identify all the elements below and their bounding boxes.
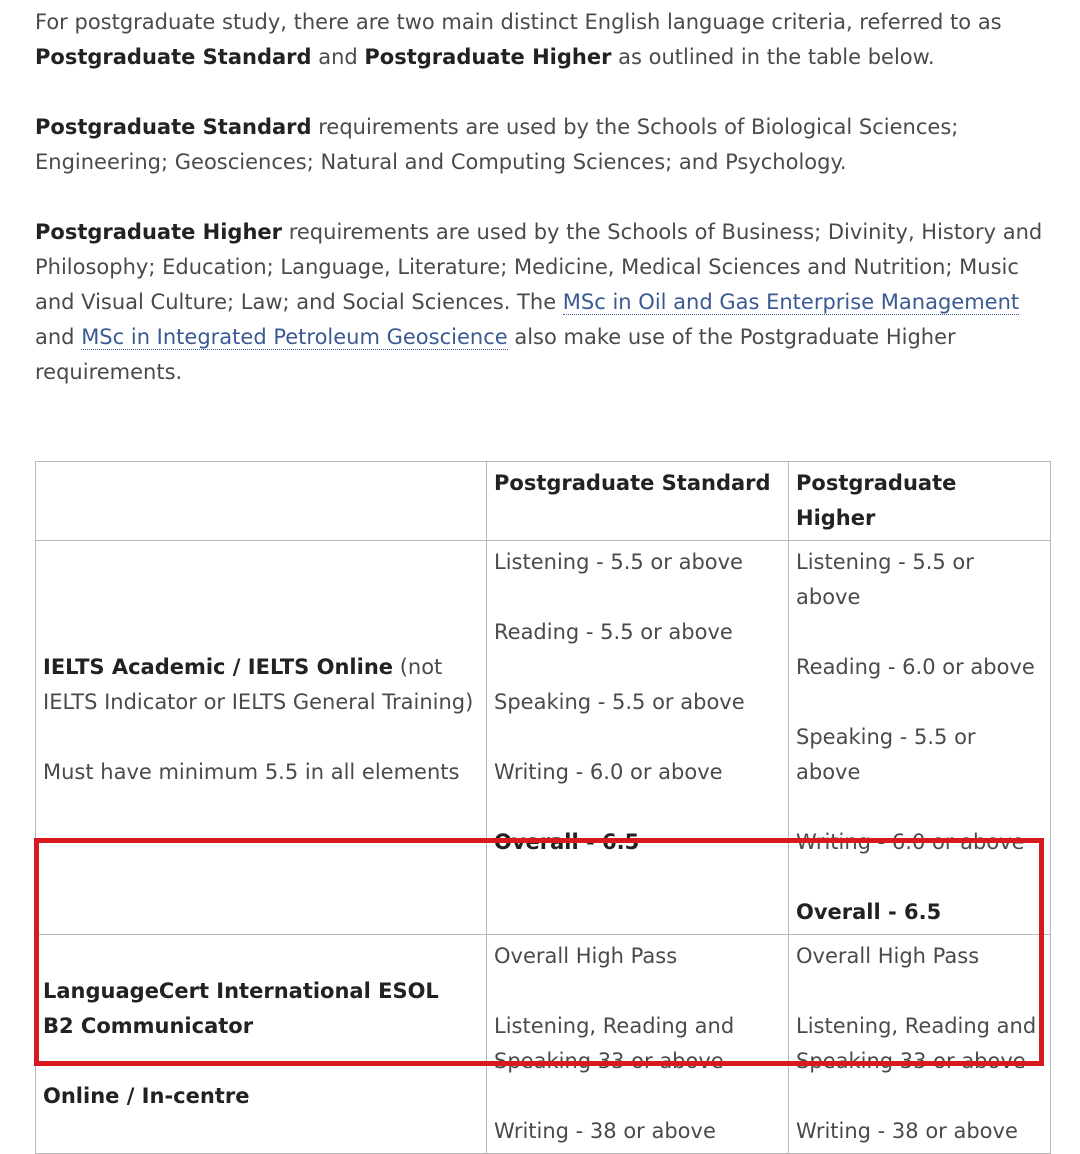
intro-p3-tail: also make use of the Postgraduate Higher requirements. — [35, 325, 956, 384]
intro-paragraph-3 — [35, 215, 1055, 390]
table-row-languagecert — [36, 935, 1051, 1154]
ielts-label-bold: IELTS Academic / IELTS Online — [43, 655, 394, 679]
ielts-standard-speaking: Speaking - 5.5 or above — [494, 690, 745, 714]
languagecert-label-line1: LanguageCert International ESOL — [43, 979, 439, 1003]
intro-p1-tail: as outlined in the table below. — [611, 45, 935, 69]
intro-p1-and: and — [311, 45, 365, 69]
intro-p3-bold: Postgraduate Higher — [35, 220, 283, 244]
languagecert-higher-cell — [789, 935, 1051, 1154]
ielts-higher-speaking: Speaking - 5.5 or above — [796, 725, 976, 784]
spacer — [796, 615, 1043, 650]
ielts-higher-overall: Overall - 6.5 — [796, 900, 942, 924]
spacer — [796, 860, 1043, 895]
ielts-standard-overall: Overall - 6.5 — [494, 830, 640, 854]
header-empty — [36, 462, 487, 541]
link-msc-petroleum-geoscience[interactable]: MSc in Integrated Petroleum Geoscience — [81, 325, 508, 349]
ielts-label-cell — [36, 541, 487, 935]
spacer — [796, 974, 1043, 1009]
intro-paragraph-2 — [35, 110, 1055, 180]
spacer — [43, 939, 479, 974]
languagecert-standard-overall: Overall High Pass — [494, 944, 678, 968]
spacer — [494, 790, 781, 825]
ielts-higher-listening: Listening - 5.5 or above — [796, 550, 974, 609]
spacer — [494, 1079, 781, 1114]
languagecert-label-cell — [36, 935, 487, 1154]
languagecert-label-line2: B2 Communicator — [43, 1014, 254, 1038]
spacer — [43, 720, 479, 755]
spacer — [43, 790, 479, 825]
header-higher: Postgraduate Higher — [789, 462, 1051, 541]
languagecert-standard-cell — [487, 935, 789, 1154]
link-msc-oil-gas[interactable]: MSc in Oil and Gas Enterprise Management — [562, 290, 1020, 314]
ielts-higher-reading: Reading - 6.0 or above — [796, 655, 1035, 679]
intro-p3-text: requirements are used by the Schools of Business; Divinity, History and Philosophy; Education; Language, Literature; Medicine, Medical Sciences and Nutrition; Music and Visual Culture; Law; and Social Sciences. The — [35, 220, 1043, 314]
intro-p1-bold-standard: Postgraduate Standard — [35, 45, 312, 69]
table-header-row — [36, 462, 1051, 541]
header-standard: Postgraduate Standard — [487, 462, 789, 541]
ielts-standard-reading: Reading - 5.5 or above — [494, 620, 733, 644]
ielts-higher-cell — [789, 541, 1051, 935]
spacer — [494, 720, 781, 755]
intro-p3-and: and — [35, 325, 82, 349]
requirements-table — [35, 461, 1051, 1154]
languagecert-higher-writing: Writing - 38 or above — [796, 1119, 1018, 1143]
spacer — [796, 1079, 1043, 1114]
languagecert-label-line3: Online / In-centre — [43, 1084, 250, 1108]
intro-p1-text: For postgraduate study, there are two main distinct English language criteria, referred to as — [35, 10, 1002, 34]
spacer — [494, 650, 781, 685]
intro-p2-text: requirements are used by the Schools of Biological Sciences; Engineering; Geosciences; Natural and Computing Sciences; and Psychology. — [35, 115, 959, 174]
spacer — [494, 974, 781, 1009]
languagecert-standard-lrs-2: Speaking 33 or above — [494, 1049, 724, 1073]
ielts-note: Must have minimum 5.5 in all elements — [43, 760, 460, 784]
intro-p2-bold: Postgraduate Standard — [35, 115, 312, 139]
languagecert-higher-lrs-1: Listening, Reading and — [796, 1014, 1037, 1038]
ielts-standard-listening: Listening - 5.5 or above — [494, 550, 743, 574]
spacer — [494, 580, 781, 615]
intro-paragraph-1 — [35, 5, 1055, 75]
languagecert-standard-writing: Writing - 38 or above — [494, 1119, 716, 1143]
spacer — [796, 685, 1043, 720]
languagecert-higher-lrs-2: Speaking 33 or above — [796, 1049, 1026, 1073]
spacer — [796, 790, 1043, 825]
languagecert-standard-lrs-1: Listening, Reading and — [494, 1014, 735, 1038]
languagecert-higher-overall: Overall High Pass — [796, 944, 980, 968]
ielts-higher-writing: Writing - 6.0 or above — [796, 830, 1025, 854]
ielts-standard-cell — [487, 541, 789, 935]
table-row-ielts — [36, 541, 1051, 935]
ielts-label-text: (not IELTS Indicator or IELTS General Training) — [43, 655, 474, 714]
ielts-standard-writing: Writing - 6.0 or above — [494, 760, 723, 784]
intro-content — [35, 5, 1055, 425]
intro-p1-bold-higher: Postgraduate Higher — [364, 45, 612, 69]
